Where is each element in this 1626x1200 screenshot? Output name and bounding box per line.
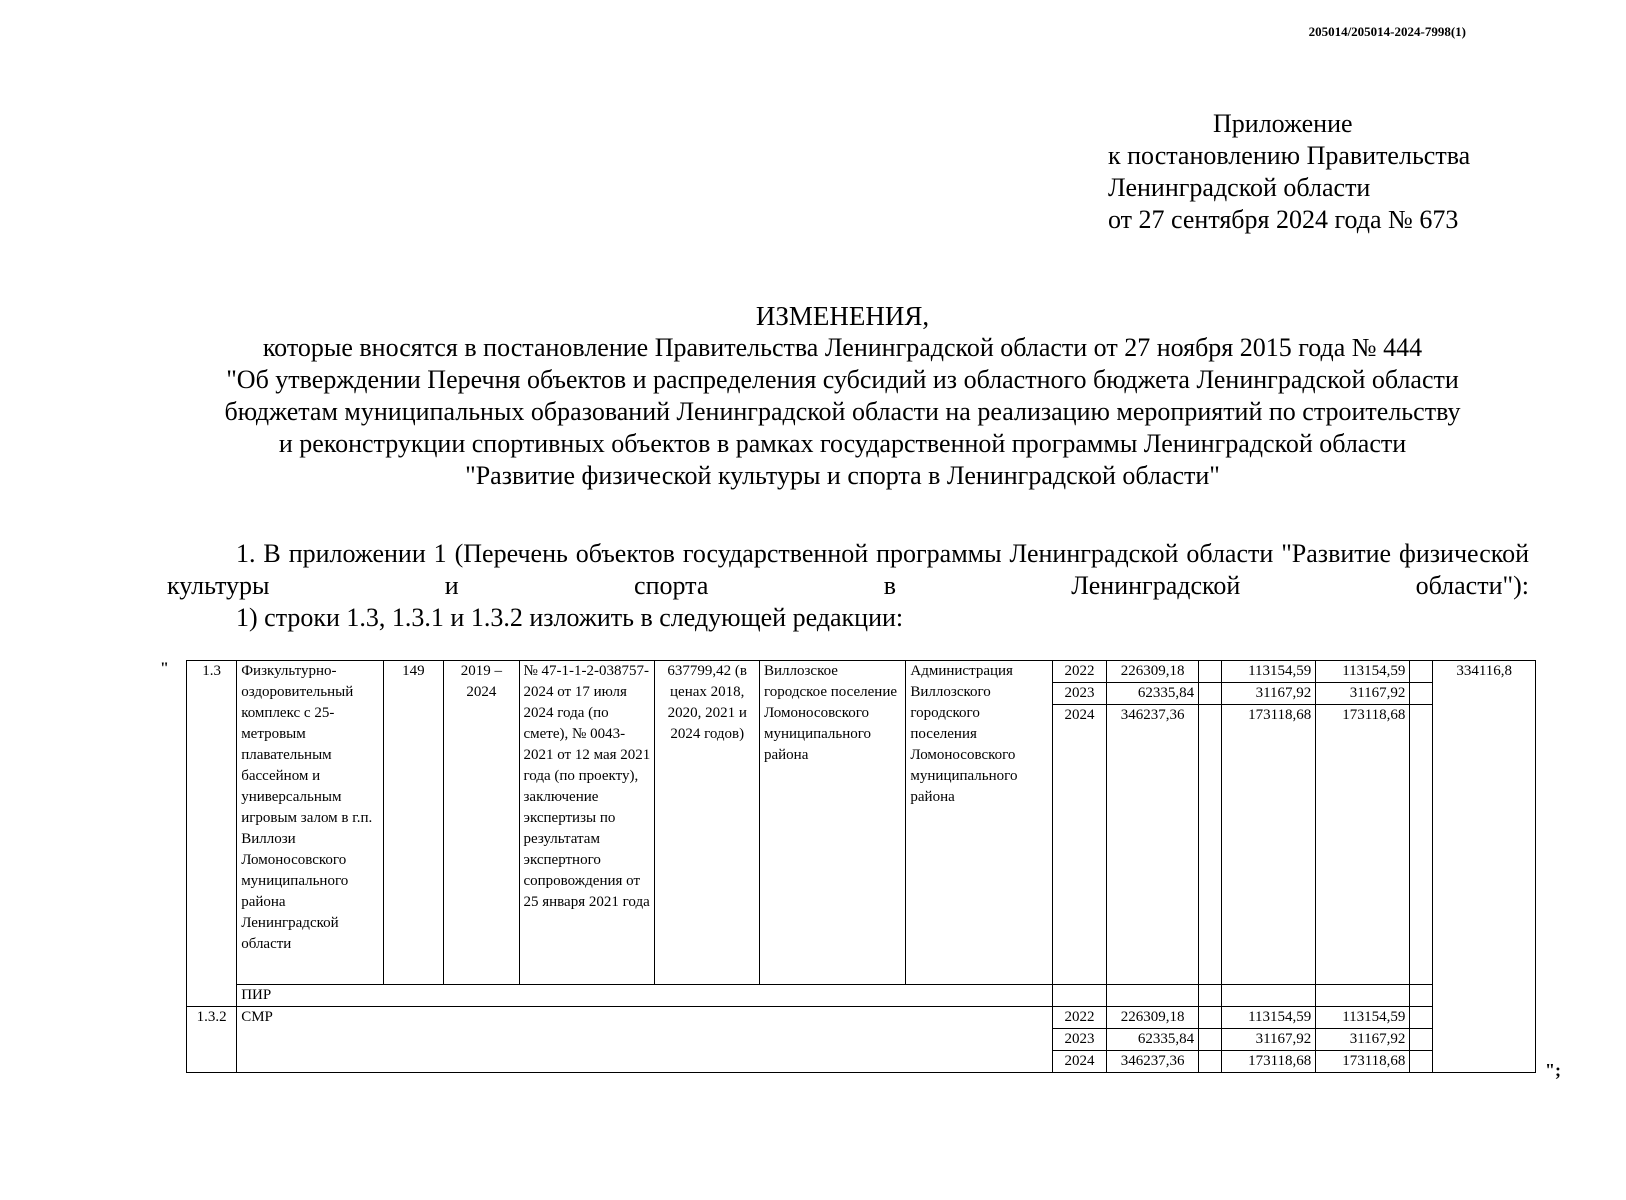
cell-total: 226309,18	[1107, 661, 1199, 683]
cell-year: 2023	[1052, 683, 1106, 705]
cell-regional: 31167,92	[1222, 1029, 1316, 1051]
title-heading: ИЗМЕНЕНИЯ,	[755, 301, 930, 331]
cell-year: 2024	[1052, 705, 1106, 985]
cell-local: 31167,92	[1316, 1029, 1410, 1051]
cell-empty	[1410, 1029, 1433, 1051]
cell-year: 2024	[1052, 1051, 1106, 1073]
title-line-1: которые вносятся в постановление Правительства Ленинградской области от 27 ноября 2015 года № 444	[262, 333, 1423, 362]
cell-year: 2022	[1052, 1007, 1106, 1029]
cell-total: 62335,84	[1107, 683, 1199, 705]
cell-empty	[1410, 1007, 1433, 1029]
body-text	[167, 538, 1529, 634]
cell-local: 113154,59	[1316, 1007, 1410, 1029]
cell-empty	[1199, 1029, 1222, 1051]
cell-empty	[1410, 661, 1433, 683]
cell-total: 346237,36	[1107, 705, 1199, 985]
paragraph-1: 1. В приложении 1 (Перечень объектов государственной программы Ленинградской области "Развитие физической культуры и спорта в Ленинградской области"):	[167, 539, 1529, 600]
cell-code: 149	[383, 661, 444, 985]
title-line-4: и реконструкции спортивных объектов в рамках государственной программы Ленинградской области	[278, 429, 1407, 458]
table-row-1-3	[187, 661, 1536, 683]
title-line-2: "Об утверждении Перечня объектов и распределения субсидий из областного бюджета Ленинградской области	[226, 365, 1459, 394]
cell-local: 31167,92	[1316, 683, 1410, 705]
opening-quote: "	[160, 660, 169, 677]
cell-total: 346237,36	[1107, 1051, 1199, 1073]
cell-local: 173118,68	[1316, 705, 1410, 985]
title-block	[150, 300, 1535, 492]
paragraph-2: 1) строки 1.3, 1.3.1 и 1.3.2 изложить в следующей редакции:	[236, 603, 904, 632]
cell-empty	[1410, 705, 1433, 985]
cell-local: 113154,59	[1316, 661, 1410, 683]
cell-empty	[1199, 705, 1222, 985]
cell-period: 2019 – 2024	[444, 661, 519, 985]
cell-empty	[1199, 1007, 1222, 1029]
table-row-1-3-2	[187, 1007, 1536, 1029]
objects-table	[186, 660, 1536, 1073]
cell-empty	[1410, 1051, 1433, 1073]
cell-year: 2023	[1052, 1029, 1106, 1051]
cell-regional: 31167,92	[1222, 683, 1316, 705]
appendix-block	[1108, 108, 1470, 236]
cell-regional: 173118,68	[1222, 1051, 1316, 1073]
cell-customer: Администрация Виллозского городского поселения Ломоносовского муниципального района	[906, 661, 1052, 985]
cell-name: СМР	[237, 1007, 1053, 1073]
cell-year: 2022	[1052, 661, 1106, 683]
cell-empty	[1410, 985, 1433, 1007]
title-line-3: бюджетам муниципальных образований Ленинградской области на реализацию мероприятий по строительству	[224, 397, 1461, 426]
cell-municipality: Виллозское городское поселение Ломоносовского муниципального района	[760, 661, 906, 985]
appendix-line-4: от 27 сентября 2024 года № 673	[1108, 205, 1459, 234]
appendix-line-2: к постановлению Правительства	[1108, 141, 1471, 170]
cell-empty	[1410, 683, 1433, 705]
cell-empty	[1199, 661, 1222, 683]
cell-total: 226309,18	[1107, 1007, 1199, 1029]
cell-empty	[1199, 985, 1222, 1007]
cell-cost: 637799,42 (в ценах 2018, 2020, 2021 и 2024 годов)	[655, 661, 760, 985]
cell-regional: 173118,68	[1222, 705, 1316, 985]
cell-name: Физкультурно-оздоровительный комплекс с 25-метровым плавательным бассейном и универсальным игровым залом в г.п. Виллози Ломоносовского муниципального района Ленинградской области	[237, 661, 383, 985]
cell-num: 1.3.2	[187, 1007, 237, 1073]
cell-empty	[1222, 985, 1316, 1007]
appendix-line-3: Ленинградской области	[1108, 173, 1371, 202]
cell-empty	[1052, 985, 1106, 1007]
cell-total: 62335,84	[1107, 1029, 1199, 1051]
cell-last: 334116,8	[1433, 661, 1536, 1073]
appendix-line-1: Приложение	[1213, 109, 1353, 138]
cell-local: 173118,68	[1316, 1051, 1410, 1073]
cell-num: 1.3	[187, 661, 237, 1007]
cell-documents: № 47-1-1-2-038757-2024 от 17 июля 2024 года (по смете), № 0043-2021 от 12 мая 2021 года (по проекту), заключение экспертизы по результатам экспертного сопровождения от 25 января 2021 года	[519, 661, 655, 985]
cell-empty	[1107, 985, 1199, 1007]
cell-regional: 113154,59	[1222, 661, 1316, 683]
closing-quote: ";	[1545, 1060, 1561, 1080]
cell-empty	[1199, 683, 1222, 705]
cell-regional: 113154,59	[1222, 1007, 1316, 1029]
table-row-1-3-1	[187, 985, 1536, 1007]
cell-empty	[1199, 1051, 1222, 1073]
title-line-5: "Развитие физической культуры и спорта в Ленинградской области"	[465, 461, 1220, 490]
cell-empty	[1316, 985, 1410, 1007]
cell-name: ПИР	[237, 985, 1053, 1007]
document-id: 205014/205014-2024-7998(1)	[1308, 24, 1466, 39]
